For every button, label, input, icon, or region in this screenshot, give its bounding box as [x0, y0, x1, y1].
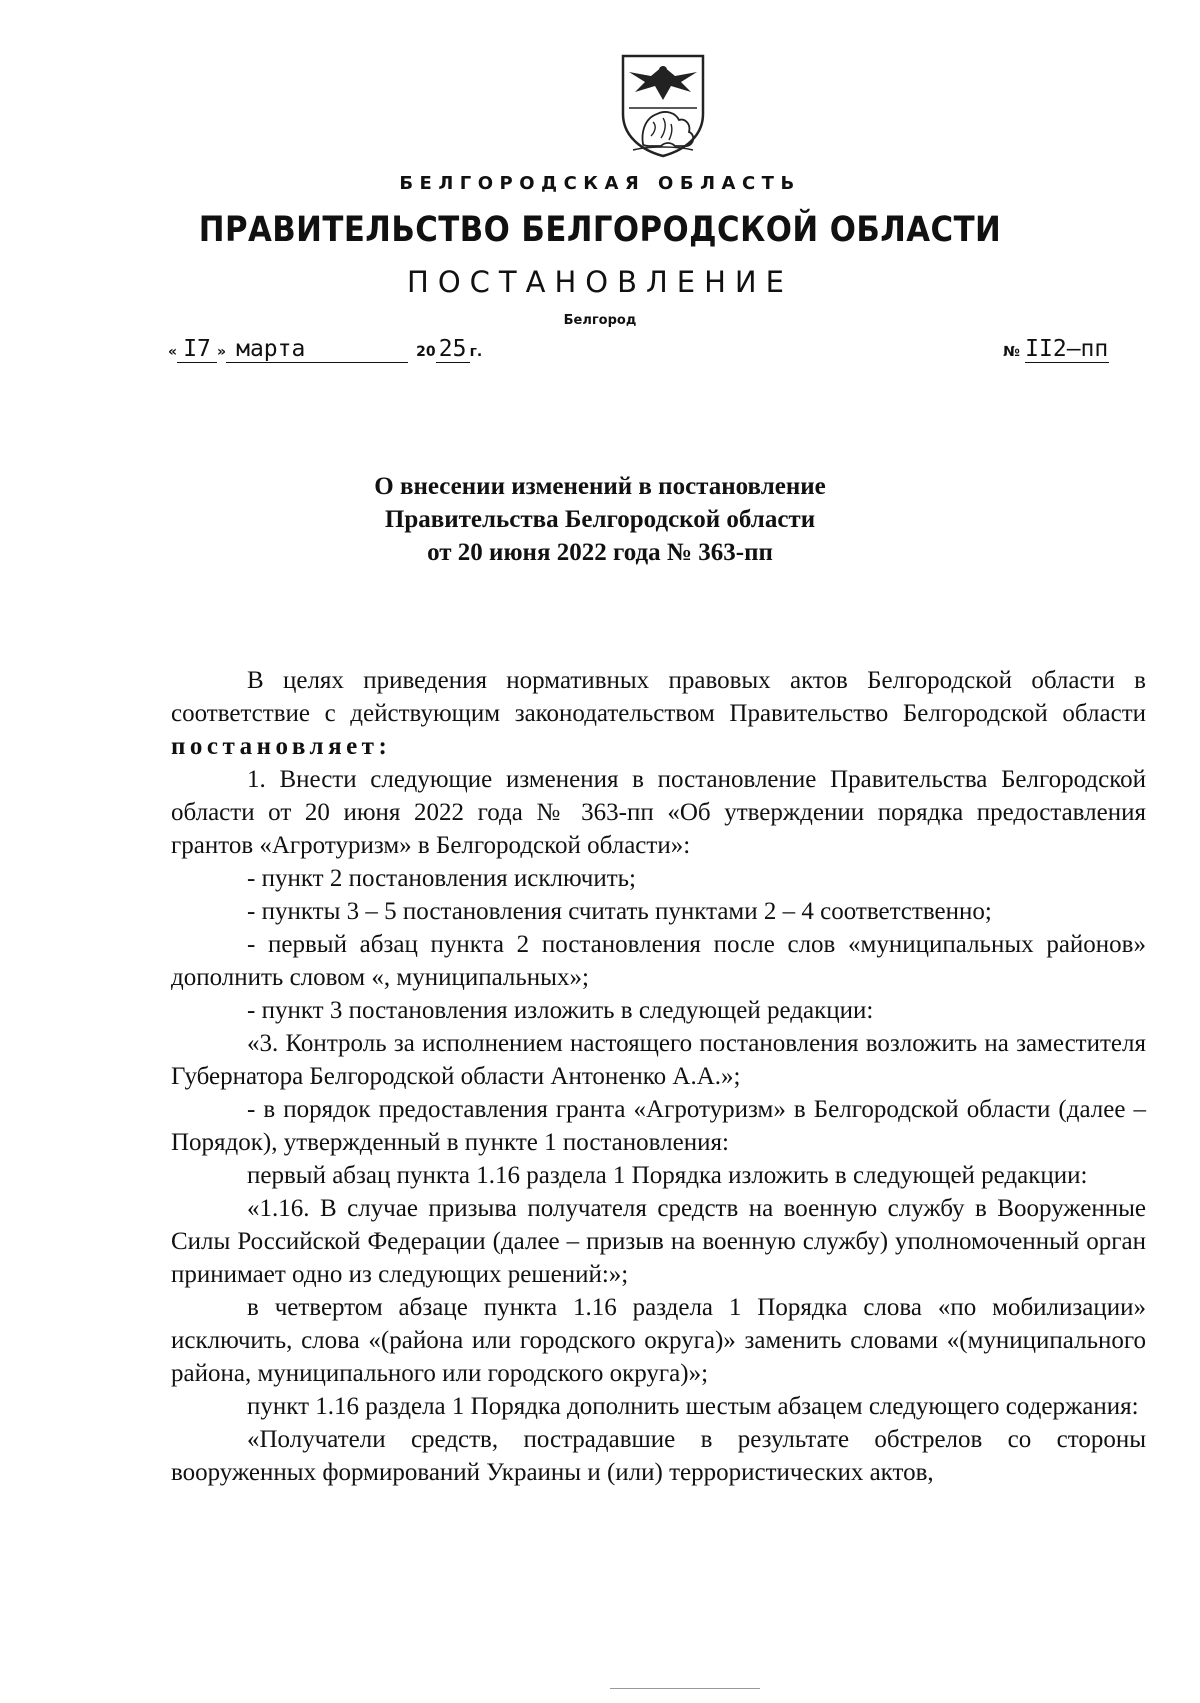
body-paragraph: 1. Внести следующие изменения в постановление Правительства Белгородской области от 20 июня 2022 года № 363-пп «Об утверждении порядка предоставления грантов «Агротуризм» в Белгородской области»: — [171, 766, 1146, 859]
body-paragraph: в четвертом абзаце пункта 1.16 раздела 1 Порядка слова «по мобилизации» исключить, слова «(района или городского округа)» заменить словами «(муниципального района, муниципального или городского округа)»; — [171, 1294, 1146, 1387]
document-number — [1003, 336, 1109, 363]
title-line: Правительства Белгородской области — [384, 506, 816, 533]
body-paragraph — [171, 664, 1146, 763]
title-line: О внесении изменений в постановление — [374, 473, 826, 500]
paragraph-text: В целях приведения нормативных правовых актов Белгородской области в соответствие с действующим законодательством Правительство Белгородской области — [171, 667, 1146, 727]
date-open-quote: « — [168, 344, 178, 360]
body-paragraph: - пункт 3 постановления изложить в следующей редакции: — [247, 997, 874, 1024]
city-name: Белгород — [563, 313, 637, 328]
document-type: ПОСТАНОВЛЕНИЕ — [407, 265, 793, 299]
date-year-suffix: 25 — [436, 336, 470, 363]
number-value: II2–пп — [1025, 336, 1109, 362]
date-year-prefix: 20 — [416, 344, 436, 360]
scan-artifact — [610, 1688, 760, 1689]
body-paragraph: - в порядок предоставления гранта «Агротуризм» в Белгородской области (далее – Порядок), утвержденный в пункте 1 постановления: — [171, 1096, 1146, 1156]
resolution-verb: постановляет: — [171, 733, 392, 760]
document-date — [168, 336, 482, 363]
date-close-quote: » — [217, 344, 227, 360]
document-title — [0, 470, 1200, 569]
date-month: марта — [226, 336, 408, 363]
date-day: I7 — [177, 336, 217, 363]
body-paragraph: первый абзац пункта 1.16 раздела 1 Порядка изложить в следующей редакции: — [247, 1162, 1088, 1189]
date-year-mark: г. — [469, 344, 483, 360]
body-paragraph: «Получатели средств, пострадавшие в результате обстрелов со стороны вооруженных формирований Украины и (или) террористических актов, — [171, 1426, 1146, 1486]
document-body — [171, 664, 1146, 1489]
number-label: № — [1003, 344, 1020, 360]
body-paragraph: пункт 1.16 раздела 1 Порядка дополнить шестым абзацем следующего содержания: — [247, 1393, 1139, 1420]
region-name: БЕЛГОРОДСКАЯ ОБЛАСТЬ — [399, 173, 801, 194]
body-paragraph: «3. Контроль за исполнением настоящего постановления возложить на заместителя Губернатора Белгородской области Антоненко А.А.»; — [171, 1030, 1146, 1090]
coat-of-arms-emblem — [615, 52, 711, 158]
body-paragraph: - пункты 3 – 5 постановления считать пунктами 2 – 4 соответственно; — [247, 898, 992, 925]
title-line: от 20 июня 2022 года № 363-пп — [427, 539, 773, 566]
body-paragraph: - пункт 2 постановления исключить; — [247, 865, 636, 892]
body-paragraph: - первый абзац пункта 2 постановления после слов «муниципальных районов» дополнить словом «, муниципальных»; — [171, 931, 1146, 991]
body-paragraph: «1.16. В случае призыва получателя средств на военную службу в Вооруженные Силы Российской Федерации (далее – призыв на военную службу) уполномоченный орган принимает одно из следующих решений:»; — [171, 1195, 1146, 1288]
government-name: ПРАВИТЕЛЬСТВО БЕЛГОРОДСКОЙ ОБЛАСТИ — [198, 210, 1002, 250]
